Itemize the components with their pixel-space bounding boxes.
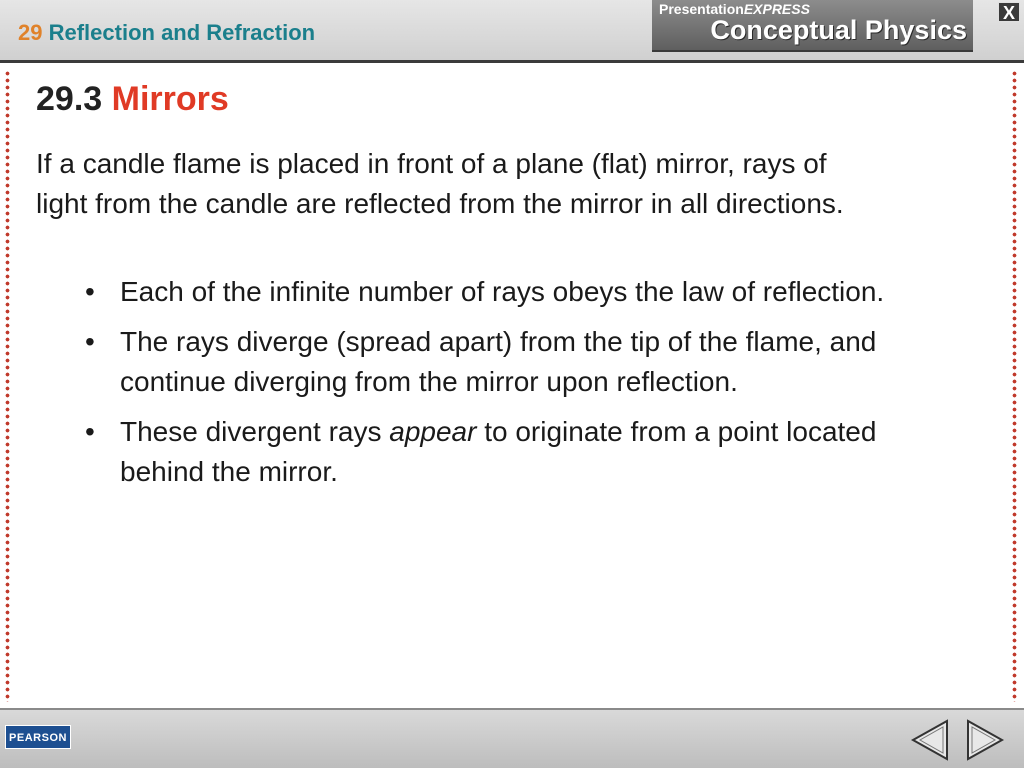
header-rule xyxy=(0,60,1024,63)
chapter-number: 29 xyxy=(18,20,43,45)
bullet-text-start: These divergent rays xyxy=(120,416,390,447)
close-button[interactable]: X xyxy=(998,2,1020,22)
brand-title: Conceptual Physics xyxy=(710,15,967,45)
bullet-text-end: to originate from a point located behind the mirror. xyxy=(120,416,877,487)
bullet-item xyxy=(85,272,885,312)
previous-slide-button[interactable] xyxy=(910,718,950,762)
publisher-logo: PEARSON xyxy=(5,725,71,749)
intro-paragraph: If a candle flame is placed in front of a plane (flat) mirror, rays of light from the candle are reflected from the mirror in all directions. xyxy=(36,148,844,219)
bullet-icon: • xyxy=(85,276,95,307)
bullet-text xyxy=(120,416,876,487)
bullet-text-emphasis: appear xyxy=(389,416,477,447)
arrow-right-icon xyxy=(968,721,1002,759)
next-slide-button[interactable] xyxy=(965,718,1005,762)
brand-logo xyxy=(652,0,973,52)
bullet-item xyxy=(85,412,885,492)
bullet-item xyxy=(85,322,885,402)
chapter-heading xyxy=(18,20,315,46)
footer-bar xyxy=(0,708,1024,768)
brand-emphasis: EXPRESS xyxy=(743,1,810,17)
chapter-title: Reflection and Refraction xyxy=(48,20,316,45)
bullet-list xyxy=(85,272,885,502)
section-number: 29.3 xyxy=(36,80,103,118)
bullet-icon: • xyxy=(85,326,95,357)
bullet-text: Each of the infinite number of rays obeys the law of reflection. xyxy=(120,276,885,307)
brand-prefix: Presentation xyxy=(659,1,744,17)
bullet-icon: • xyxy=(85,416,95,447)
bullet-text: The rays diverge (spread apart) from the tip of the flame, and continue diverging from the mirror upon reflection. xyxy=(120,326,877,397)
section-title: Mirrors xyxy=(111,80,229,118)
right-dotted-border xyxy=(1012,70,1017,702)
arrow-left-icon xyxy=(913,721,947,759)
left-dotted-border xyxy=(5,70,10,702)
slide-title xyxy=(36,80,229,119)
